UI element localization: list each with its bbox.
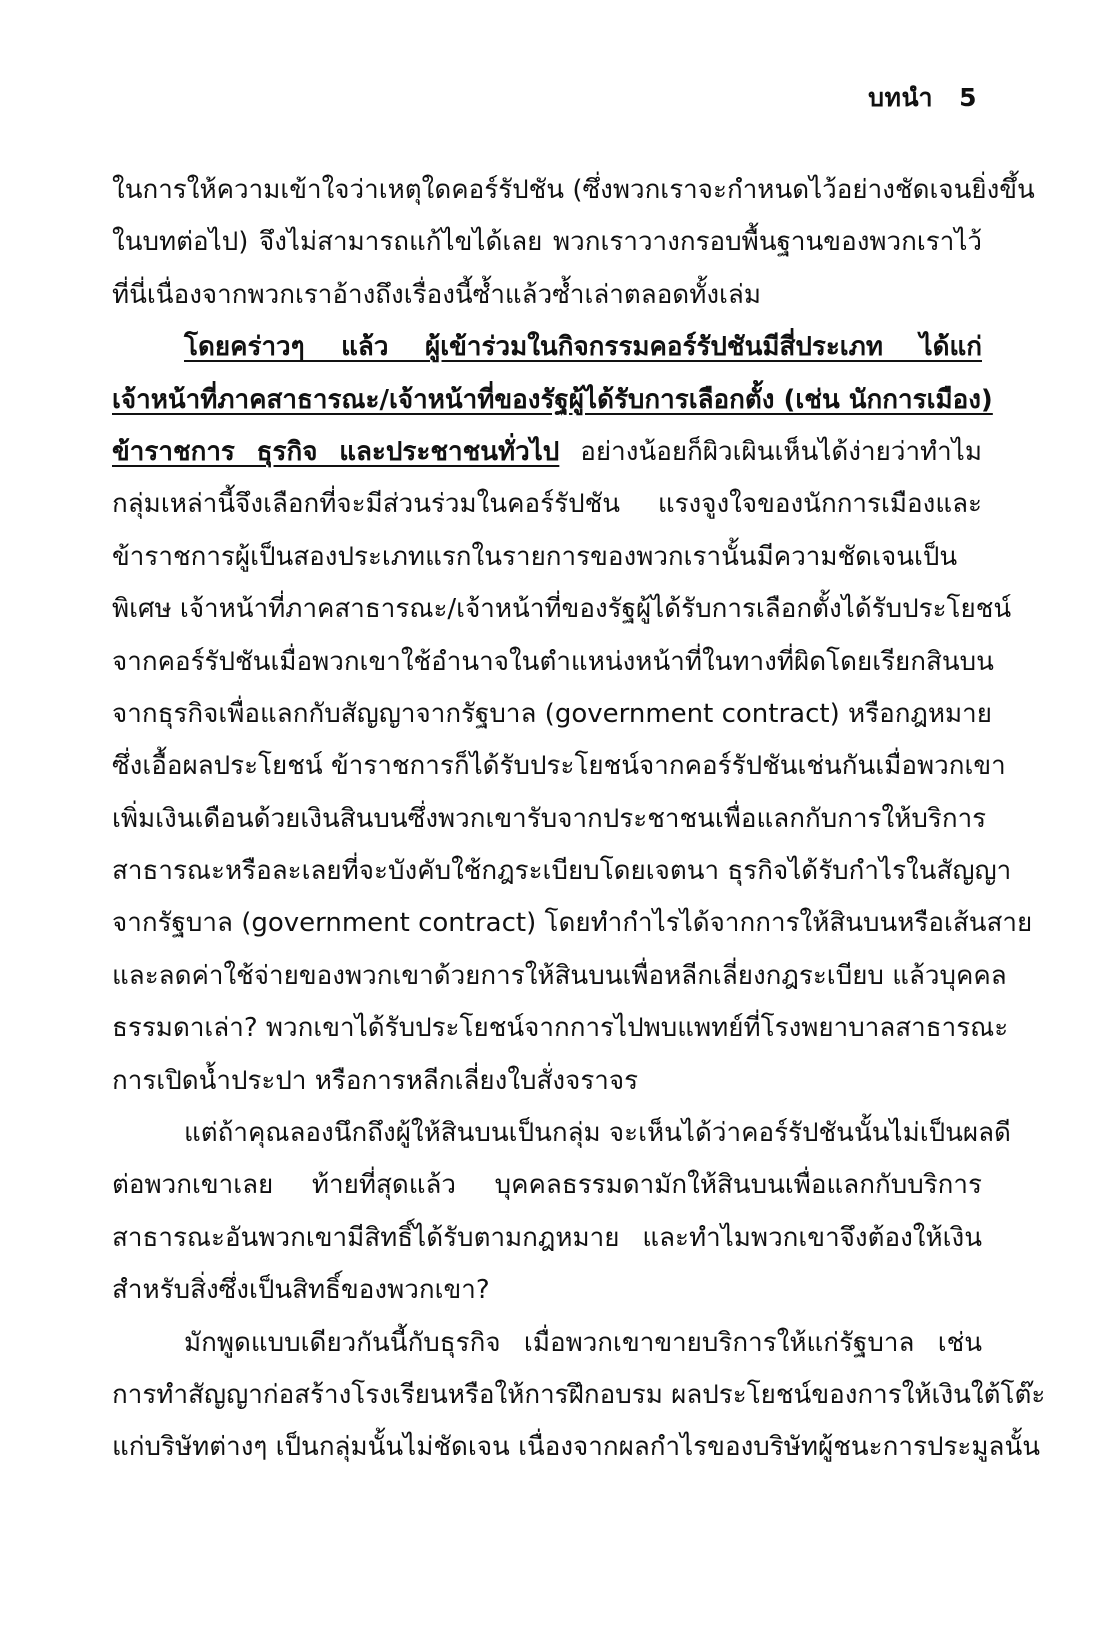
running-header	[868, 78, 977, 118]
text-line: การทำสัญญาก่อสร้างโรงเรียนหรือให้การฝึกอบรม ผลประโยชน์ของการให้เงินใต้โต๊ะ	[112, 1379, 1046, 1410]
text-line: กลุ่มเหล่านี้จึงเลือกที่จะมีส่วนร่วมในคอร์รัปชัน แรงจูงใจของนักการเมืองและ	[112, 489, 982, 520]
text-line: การเปิดน้ำประปา หรือการหลีกเลี่ยงใบสั่งจราจร	[112, 1065, 639, 1096]
text-line: เพิ่มเงินเดือนด้วยเงินสินบนซึ่งพวกเขารับจากประชาชนเพื่อแลกกับการให้บริการ	[112, 803, 987, 834]
text-line: และลดค่าใช้จ่ายของพวกเขาด้วยการให้สินบนเพื่อหลีกเลี่ยงกฎระเบียบ แล้วบุคคล	[112, 960, 1007, 991]
body-text	[112, 164, 1046, 1474]
text-line	[112, 321, 982, 373]
text-line: แต่ถ้าคุณลองนึกถึงผู้ให้สินบนเป็นกลุ่ม จะเห็นได้ว่าคอร์รัปชันนั้นไม่เป็นผลดี	[184, 1118, 1011, 1149]
text-line: สาธารณะอันพวกเขามีสิทธิ์ได้รับตามกฎหมาย และทำไมพวกเขาจึงต้องให้เงิน	[112, 1222, 982, 1253]
text-line: ต่อพวกเขาเลย ท้ายที่สุดแล้ว บุคคลธรรมดามักให้สินบนเพื่อแลกกับบริการ	[112, 1170, 982, 1201]
text-line: ข้าราชการผู้เป็นสองประเภทแรกในรายการของพวกเรานั้นมีความชัดเจนเป็น	[112, 541, 958, 572]
text-line: จากคอร์รัปชันเมื่อพวกเขาใช้อำนาจในตำแหน่งหน้าที่ในทางที่ผิดโดยเรียกสินบน	[112, 646, 994, 677]
emphasis-text: โดยคร่าวๆ แล้ว ผู้เข้าร่วมในกิจกรรมคอร์รัปชันมีสี่ประเภท ได้แก่	[184, 332, 982, 363]
text-line	[112, 374, 993, 426]
text-line: แก่บริษัทต่างๆ เป็นกลุ่มนั้นไม่ชัดเจน เนื่องจากผลกำไรของบริษัทผู้ชนะการประมูลนั้น	[112, 1432, 1040, 1463]
emphasis-text: เจ้าหน้าที่ภาคสาธารณะ/เจ้าหน้าที่ของรัฐผู้ได้รับการเลือกตั้ง (เช่น นักการเมือง)	[112, 384, 993, 415]
chapter-title: บทนำ	[868, 83, 934, 112]
text-line: ธรรมดาเล่า? พวกเขาได้รับประโยชน์จากการไปพบแพทย์ที่โรงพยาบาลสาธารณะ	[112, 1013, 1009, 1044]
text-line: สำหรับสิ่งซึ่งเป็นสิทธิ์ของพวกเขา?	[112, 1275, 490, 1306]
text-line: ในการให้ความเข้าใจว่าเหตุใดคอร์รัปชัน (ซึ่งพวกเราจะกำหนดไว้อย่างชัดเจนยิ่งขึ้น	[112, 175, 1035, 205]
text-line: พิเศษ เจ้าหน้าที่ภาคสาธารณะ/เจ้าหน้าที่ของรัฐผู้ได้รับการเลือกตั้งได้รับประโยชน์	[112, 594, 1012, 625]
text-line: ซึ่งเอื้อผลประโยชน์ ข้าราชการก็ได้รับประโยชน์จากคอร์รัปชันเช่นกันเมื่อพวกเขา	[112, 751, 1006, 782]
text-line: จากรัฐบาล (government contract) โดยทำกำไรได้จากการให้สินบนหรือเส้นสาย	[112, 908, 1033, 939]
text-line: สาธารณะหรือละเลยที่จะบังคับใช้กฎระเบียบโดยเจตนา ธุรกิจได้รับกำไรในสัญญา	[112, 856, 1012, 887]
text-line: ที่นี่เนื่องจากพวกเราอ้างถึงเรื่องนี้ซ้ำแล้วซ้ำเล่าตลอดทั้งเล่ม	[112, 279, 761, 310]
page-number: 5	[959, 83, 977, 112]
text-line	[112, 426, 982, 478]
text-line: ในบทต่อไป) จึงไม่สามารถแก้ไขได้เลย พวกเราวางกรอบพื้นฐานของพวกเราไว้	[112, 227, 982, 258]
emphasis-text: ข้าราชการ ธุรกิจ และประชาชนทั่วไป	[112, 436, 560, 467]
text-line: มักพูดแบบเดียวกันนี้กับธุรกิจ เมื่อพวกเขาขายบริการให้แก่รัฐบาล เช่น	[184, 1327, 982, 1358]
text-fragment: อย่างน้อยก็ผิวเผินเห็นได้ง่ายว่าทำไม	[559, 436, 982, 467]
text-line: จากธุรกิจเพื่อแลกกับสัญญาจากรัฐบาล (government contract) หรือกฎหมาย	[112, 698, 993, 729]
